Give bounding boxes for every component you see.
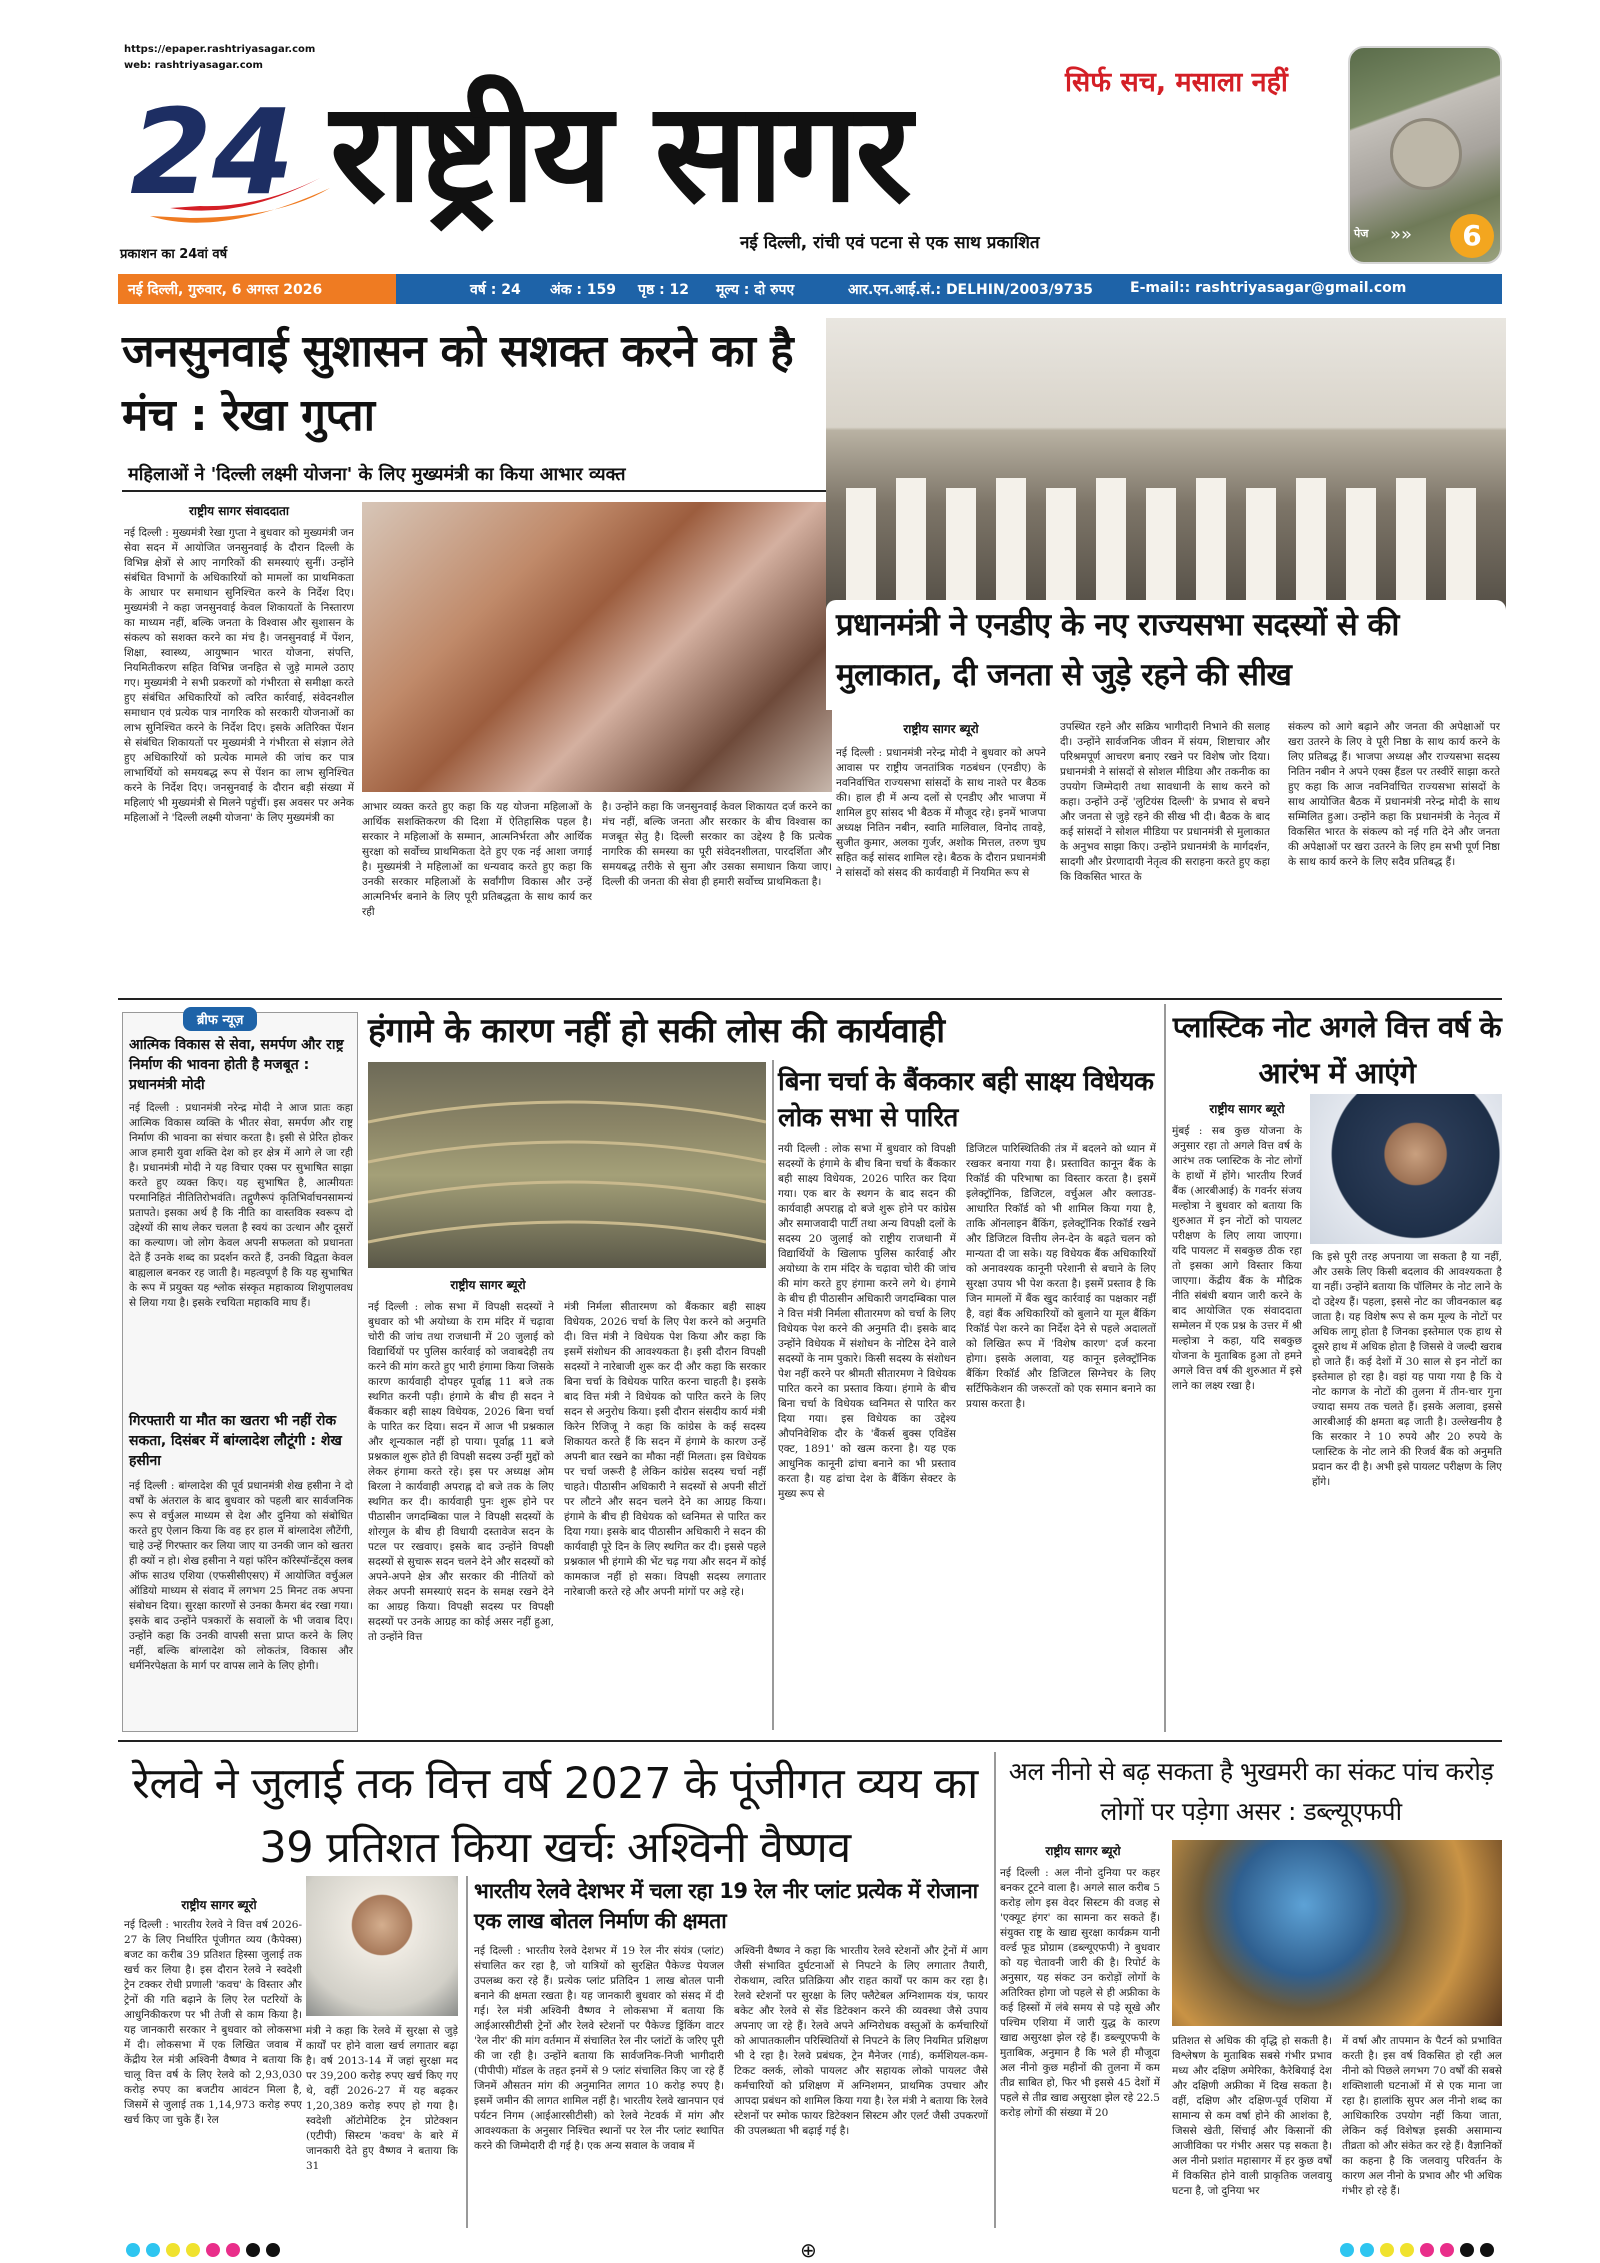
info-bar bbox=[118, 274, 1502, 304]
headline-el-nino: अल नीनो से बढ़ सकता है भुखमरी का संकट पांच करोड़ लोगों पर पड़ेगा असर : डब्ल्यूएफपी bbox=[1008, 1757, 1494, 1826]
article-text: है। उन्होंने कहा कि जनसुनवाई केवल शिकायत दर्ज करने का मंच नहीं, बल्कि जनता और सरकार के बीच विश्वास का मजबूत सेतु है। दिल्ली सरकार का उद्देश्य है कि प्रत्येक नागरिक की समस्या का पूरी संवेदनशीलता, पारदर्शिता और समयबद्ध तरीके से सुना और उसका समाधान किया जाए। दिल्ली की जनता की सेवा ही हमारी सर्वोच्च प्राथमिकता है। bbox=[602, 801, 832, 888]
byline: राष्ट्रीय सागर ब्यूरो bbox=[450, 1278, 526, 1292]
group-photo-figures bbox=[826, 318, 1506, 630]
subheadline-lakshmi-yojana: महिलाओं ने 'दिल्ली लक्ष्मी योजना' के लिए मुख्यमंत्री का किया आभार व्यक्त bbox=[128, 464, 626, 485]
headline-plastic-notes: प्लास्टिक नोट अगले वित्त वर्ष के आरंभ में आएंगे bbox=[1172, 1010, 1502, 1090]
issue-number: अंक : 159 bbox=[550, 282, 617, 298]
slogan: सिर्फ सच, मसाला नहीं bbox=[1065, 67, 1288, 98]
headline-rekha-gupta: जनसुनवाई सुशासन को सशक्त करने का है मंच : रेखा गुप्ता bbox=[122, 326, 794, 441]
rni-number: आर.एन.आई.सं.: DELHIN/2003/9735 bbox=[848, 282, 1093, 298]
article-text: नई दिल्ली : भारतीय रेलवे ने वित्त वर्ष 2026-27 के लिए निर्धारित पूंजीगत व्यय (कैपेक्स) बजट का करीब 39 प्रतिशत हिस्सा जुलाई तक खर्च कर लिया है। इस दौरान रेलवे ने स्वदेशी ट्रेन टक्कर रोधी प्रणाली 'कवच' के विस्तार और ट्रेनों की गति बढ़ाने के लिए रेल पटरियों के आधुनिकीकरण पर भी तेजी से काम किया है। यह जानकारी सरकार ने बुधवार को लोकसभा में दी। लोकसभा में एक लिखित जवाब में केंद्रीय रेल मंत्री अश्विनी वैष्णव ने बताया कि चालू वित्त वर्ष के लिए रेलवे को 2,93,030 करोड़ रुपए का बजटीय आवंटन मिला है, जिसमें से जुलाई तक 1,14,973 करोड़ रुपए खर्च किए जा चुके हैं। रेल bbox=[124, 1919, 302, 2126]
brief-headline-2: गिरफ्तारी या मौत का खतरा भी नहीं रोक सकता, दिसंबर में बांग्लादेश लौटूंगी : शेख हसीना bbox=[129, 1413, 342, 1469]
article-text: प्रतिशत से अधिक की वृद्धि हो सकती है। विश्लेषण के मुताबिक सबसे गंभीर प्रभाव मध्य और दक्षिण अमेरिका, कैरेबियाई देश और दक्षिणी अफ्रीका में दिख सकता है। वहीं, दक्षिण और दक्षिण-पूर्व एशिया में सामान्य से कम वर्षा होने की आशंका है, जिससे खेती, सिंचाई और किसानों की आजीविका पर गंभीर असर पड़ सकता है। अल नीनो प्रशांत महासागर में हर कुछ वर्षों में विकसित होने वाली प्राकृतिक जलवायु घटना है, जो दुनिया भर bbox=[1172, 2035, 1332, 2197]
article-text: मंत्री ने कहा कि रेलवे में सुरक्षा से जुड़े कार्यों पर होने वाला खर्च लगातार बढ़ा है। वर्ष 2013-14 में जहां सुरक्षा मद पर 39,200 करोड़ रुपए खर्च किए गए थे, वहीं 2026-27 में यह बढ़कर 1,20,389 करोड़ रुपए हो गया है। स्वदेशी ऑटोमेटिक ट्रेन प्रोटेक्शन (एटीपी) सिस्टम 'कवच' के बारे में जानकारी देते हुए वैष्णव ने बताया कि 31 bbox=[306, 2025, 458, 2172]
article-text: में वर्षा और तापमान के पैटर्न को प्रभावित करती है। इस वर्ष विकसित हो रही अल नीनो को पिछले लगभग 70 वर्षों की सबसे शक्तिशाली घटनाओं में से एक माना जा रहा है। हालांकि सुपर अल नीनो शब्द का आधिकारिक उपयोग नहीं किया जाता, लेकिन कई विशेषज्ञ इसकी असामान्य तीव्रता को और संकेत कर रहे हैं। वैज्ञानिकों का कहना है कि जलवायु परिवर्तन के कारण अल नीनो के प्रभाव और भी अधिक गंभीर हो रहे हैं। bbox=[1342, 2035, 1502, 2197]
byline: राष्ट्रीय सागर ब्यूरो bbox=[903, 722, 979, 736]
article-text: मंत्री निर्मला सीतारमण को बैंककार बही साक्ष्य विधेयक, 2026 चर्चा के लिए पेश करने को अनुमति दी। वित्त मंत्री ने विधेयक पेश किया और कहा कि इसमें संशोधन की आवश्यकता है। इसी दौरान विपक्षी सदस्यों ने नारेबाजी शुरू कर दी और कहा कि सरकार बिना चर्चा के विधेयक पारित करना चाहती है। इसके बाद वित्त मंत्री ने विधेयक को पारित करने के लिए सदन से अनुरोध किया। इसी दौरान संसदीय कार्य मंत्री किरेन रिजिजू ने कहा कि कांग्रेस के कई सदस्य शिकायत करते हैं कि सदन में हंगामे के कारण उन्हें अपनी बात रखने का मौका नहीं मिलता। इस विधेयक पर चर्चा जरूरी है लेकिन कांग्रेस सदस्य चर्चा नहीं चाहते। पीठासीन अधिकारी ने सदस्यों से अपनी सीटों पर लौटने और सदन चलने देने का आग्रह किया। हंगामे के बीच ही विधेयक को ध्वनिमत से पारित कर दिया गया। इसके बाद पीठासीन अधिकारी ने सदन की कार्यवाही पूरे दिन के लिए स्थगित कर दी। इससे पहले प्रश्नकाल भी हंगामे की भेंट चढ़ गया और सदन में कोई कामकाज नहीं हो सका। विपक्षी सदस्य लगातार नारेबाजी करते रहे और अपनी मांगों पर अड़े रहे। bbox=[564, 1301, 766, 1598]
price: मूल्य : दो रुपए bbox=[716, 282, 795, 298]
byline: राष्ट्रीय सागर ब्यूरो bbox=[1045, 1844, 1121, 1858]
article-text: नई दिल्ली : मुख्यमंत्री रेखा गुप्ता ने बुधवार को मुख्यमंत्री जन सेवा सदन में आयोजित जनसुनवाई के दौरान दिल्ली के विभिन्न क्षेत्रों से आए नागरिकों की समस्याएं सुनीं। उन्होंने संबंधित विभागों के अधिकारियों को मामलों का प्राथमिकता के आधार पर समाधान सुनिश्चित करने के निर्देश दिए। मुख्यमंत्री ने कहा जनसुनवाई केवल शिकायतों के निस्तारण का माध्यम नहीं, बल्कि जनता के विश्वास और सुशासन के संकल्प को सशक्त करने का मंच है। जनसुनवाई में पेंशन, शिक्षा, स्वास्थ्य, आयुष्मान भारत योजना, संपत्ति, नियमितीकरण सहित विभिन्न जनहित से जुड़े मामले उठाए गए। मुख्यमंत्री ने सभी प्रकरणों को गंभीरता से समीक्षा करते हुए संबंधित अधिकारियों को त्वरित कार्रवाई, संवेदनशील समाधान एवं प्रत्येक पात्र नागरिक को सरकारी योजनाओं का लाभ सुनिश्चित करने के निर्देश दिए। इसके अतिरिक्त पेंशन से संबंधित शिकायतों पर मुख्यमंत्री ने गंभीरता से संज्ञान लेते हुए अधिकारियों को प्रत्येक मामले की जांच कर पात्र लाभार्थियों को समयबद्ध रूप से पेंशन का लाभ सुनिश्चित करने के निर्देश दिए। जनसुनवाई के दौरान बड़ी संख्या में महिलाएं भी मुख्यमंत्री से मिलने पहुंचीं। इस अवसर पर अनेक महिलाओं ने 'दिल्ली लक्ष्मी योजना' के लिए मुख्यमंत्री का bbox=[124, 527, 354, 824]
arrow-icon: »» bbox=[1390, 224, 1413, 245]
publication-year-note: प्रकाशन का 24वां वर्ष bbox=[120, 247, 228, 262]
logo-number: 24 bbox=[130, 83, 295, 221]
photo-lok-sabha bbox=[368, 1062, 766, 1268]
email[interactable]: E-mail:: rashtriyasagar@gmail.com bbox=[1130, 280, 1407, 296]
divider bbox=[118, 998, 1502, 1000]
article-text: उपस्थित रहने और सक्रिय भागीदारी निभाने की सलाह दी। उन्होंने सार्वजनिक जीवन में संयम, शिष्टाचार और परिश्रमपूर्ण आचरण बनाए रखने पर विशेष जोर दिया। प्रधानमंत्री ने सांसदों से सोशल मीडिया और तकनीक का उपयोग जिम्मेदारी तथा सावधानी के साथ करने को कहा। उन्होंने उन्हें 'लुटियंस दिल्ली' के प्रभाव से बचने और जनता से जुड़े रहने की सीख भी दी। बैठक के बाद कई सांसदों ने सोशल मीडिया पर प्रधानमंत्री से मुलाकात के अनुभव साझा किए। उन्होंने प्रधानमंत्री के मार्गदर्शन, सादगी और प्रेरणादायी नेतृत्व की सराहना करते हुए कहा कि विकसित भारत के bbox=[1060, 721, 1270, 883]
page-number: 6 bbox=[1450, 214, 1494, 258]
parliament-benches bbox=[368, 1062, 766, 1268]
divider bbox=[118, 1740, 1502, 1742]
article-text: मुंबई : सब कुछ योजना के अनुसार रहा तो अगले वित्त वर्ष के आरंभ तक प्लास्टिक के नोट लोगों के हाथों में होंगे। भारतीय रिजर्व बैंक (आरबीआई) के गवर्नर संजय मल्होत्रा ने बुधवार को बताया कि शुरुआत में इन नोटों को पायलट परीक्षण के लिए लाया जाएगा। यदि पायलट में सबकुछ ठीक रहा तो इसका आगे विस्तार किया जाएगा। केंद्रीय बैंक के मौद्रिक नीति संबंधी बयान जारी करने के बाद आयोजित एक संवाददाता सम्मेलन में एक प्रश्न के उत्तर में श्री मल्होत्रा ने कहा, यदि सबकुछ योजना के मुताबिक हुआ तो हमने अगले वित्त वर्ष की शुरुआत में इसे लाने का लक्ष्य रखा है। bbox=[1172, 1125, 1302, 1392]
headline-lok-sabha-adjourned: हंगामे के कारण नहीं हो सकी लोस की कार्यवाही bbox=[368, 1011, 945, 1051]
article-text: नई दिल्ली : प्रधानमंत्री नरेन्द्र मोदी ने बुधवार को अपने आवास पर राष्ट्रीय जनतांत्रिक गठबंधन (एनडीए) के नवनिर्वाचित राज्यसभा सांसदों के साथ नाश्ते पर बैठक की। हाल ही में अन्य दलों से एनडीए और भाजपा में शामिल हुए सांसद भी बैठक में मौजूद रहे। इनमें भाजपा अध्यक्ष नितिन नबीन, स्वाति मालिवाल, विनोद तावड़े, सुजीत कुमार, अलका गुर्जर, अशोक मित्तल, तरुण चुघ सहित कई सांसद शामिल रहे। बैठक के दौरान प्रधानमंत्री ने सांसदों को संसद की कार्यवाही में नियमित रूप से bbox=[836, 747, 1046, 879]
article-text: आभार व्यक्त करते हुए कहा कि यह योजना महिलाओं के आर्थिक सशक्तिकरण की दिशा में ऐतिहासिक पहल है। सरकार ने महिलाओं के सम्मान, आत्मनिर्भरता और आर्थिक सुरक्षा को सर्वोच्च प्राथमिकता देते हुए एक नई आशा जगाई है। मुख्यमंत्री ने महिलाओं का धन्यवाद करते हुए कहा कि उनकी सरकार महिलाओं के सर्वांगीण विकास और उन्हें आत्मनिर्भर बनाने के लिए पूरी प्रतिबद्धता के साथ कार्य कर रही bbox=[362, 801, 592, 918]
issue-year: वर्ष : 24 bbox=[470, 282, 521, 298]
article-text: नई दिल्ली : अल नीनो दुनिया पर कहर बनकर टूटने वाला है। अगले साल करीब 5 करोड़ लोग इस वेदर सिस्टम की वजह से 'एक्यूट हंगर' का सामना कर सकते हैं। संयुक्त राष्ट्र के खाद्य सुरक्षा कार्यक्रम यानी वर्ल्ड फूड प्रोग्राम (डब्ल्यूएफपी) ने बुधवार को यह चेतावनी जारी की है। रिपोर्ट के अनुसार, यह संकट उन करोड़ों लोगों के अतिरिक्त होगा जो पहले से ही अफ्रीका के कई हिस्सों में लंबे समय से पड़े सूखे और पश्चिम एशिया में जारी युद्ध के कारण खाद्य असुरक्षा झेल रहे हैं। डब्ल्यूएफपी के मुताबिक, अनुमान है कि भले ही मौजूदा अल नीनो कुछ महीनों की तुलना में कम तीव्र साबित हो, फिर भी इससे 45 देशों में पहले से तीव्र खाद्य असुरक्षा झेल रहे 22.5 करोड़ लोगों की संख्या में 20 bbox=[1000, 1867, 1160, 2119]
photo-ashwini-vaishnaw bbox=[306, 1876, 458, 2016]
article-text: अश्विनी वैष्णव ने कहा कि भारतीय रेलवे स्टेशनों और ट्रेनों में आग जैसी संभावित दुर्घटनाओं से निपटने के लिए लगातार तैयारी, रोकथाम, त्वरित प्रतिक्रिया और राहत कार्यों पर काम कर रहा है। रेलवे स्टेशनों पर सुरक्षा के लिए फ्लैटेबल अग्निशामक यंत्र, फायर बकेट और रेलवे से सेंड डिटेक्शन करने की व्यवस्था जैसे उपाय अपनाए जा रहे हैं। रेलवे अपने अग्निरोधक वस्तुओं के कर्मचारियों को आपातकालीन परिस्थितियों से निपटने के लिए नियमित प्रशिक्षण भी दे रहा है। रेलवे प्रबंधक, ट्रेन मैनेजर (गार्ड), कर्मशियल-कम-टिकट क्लर्क, लोको पायलट और सहायक लोको पायलट जैसे कर्मचारियों को प्रशिक्षण में अग्निशमन, प्राथमिक उपचार और आपदा प्रबंधन को शामिल किया गया है। रेल मंत्री ने बताया कि रेलवे स्टेशनों पर स्मोक फायर डिटेक्शन सिस्टम और एलर्ट जैसी उपकरणों की उपलब्धता भी बढ़ाई गई है। bbox=[734, 1945, 988, 2137]
registration-dots-left bbox=[126, 2242, 286, 2261]
photo-rbi-governor bbox=[1310, 1094, 1502, 1244]
photo-women-jansunvai bbox=[362, 502, 832, 792]
issue-date: नई दिल्ली, गुरुवार, 6 अगस्त 2026 bbox=[128, 282, 323, 298]
article-text: नई दिल्ली : भारतीय रेलवे देशभर में 19 रेल नीर संयंत्र (प्लांट) संचालित कर रहा है, जो यात्रियों को सुरक्षित पैकेज्ड पेयजल उपलब्ध करा रहे हैं। प्रत्येक प्लांट प्रतिदिन 1 लाख बोतल पानी बनाने की क्षमता रखता है। यह जानकारी बुधवार को संसद में दी गई। रेल मंत्री अश्विनी वैष्णव ने लोकसभा में बताया कि आईआरसीटीसी ट्रेनों और रेलवे स्टेशनों पर पैकेज्ड ड्रिंकिंग वाटर 'रेल नीर' की मांग वर्तमान में संचालित रेल नीर प्लांटों के जरिए पूरी की जा रही है। उन्होंने बताया कि सार्वजनिक-निजी भागीदारी (पीपीपी) मॉडल के तहत इनमें से 9 प्लांट संचालित किए जा रहे हैं जिनमें औसतन मांग की अनुमानित लागत 10 करोड़ रुपए है। इसमें जमीन की लागत शामिल नहीं है। भारतीय रेलवे खानपान एवं पर्यटन निगम (आईआरसीटीसी) को रेलवे नेटवर्क में मांग और आवश्यकता के अनुसार निश्चित स्थानों पर रेल नीर प्लांट स्थापित करने की जिम्मेदारी दी गई है। एक अन्य सवाल के जवाब में bbox=[474, 1945, 724, 2152]
headline-railway-capex: रेलवे ने जुलाई तक वित्त वर्ष 2027 के पूंजीगत व्यय का 39 प्रतिशत किया खर्चः अश्विनी वैष्णव bbox=[132, 1759, 978, 1873]
brief-news-label: ब्रीफ न्यूज़ bbox=[183, 1007, 257, 1031]
headline-rail-neer: भारतीय रेलवे देशभर में चला रहा 19 रेल नीर प्लांट प्रत्येक में रोजाना एक लाख बोतल निर्माण की क्षमता bbox=[474, 1879, 978, 1933]
divider bbox=[122, 490, 832, 492]
article-text: कि इसे पूरी तरह अपनाया जा सकता है या नहीं, और उसके लिए किसी बदलाव की आवश्यकता है या नहीं। उन्होंने बताया कि पॉलिमर के नोट लाने के दो उद्देश्य हैं। पहला, इससे नोट का जीवनकाल बढ़ जाता है। यह विशेष रूप से कम मूल्य के नोटों पर अधिक लागू होता है जिनका इस्तेमाल एक हाथ से दूसरे हाथ में अधिक होता है जिससे वे जल्दी खराब हो जाते हैं। कई देशों में 30 साल से इन नोटों का इस्तेमाल हो रहा है। वहां यह पाया गया है कि ये नोट कागज के नोटों की तुलना में तीन-चार गुना ज्यादा समय तक चलते हैं। इसके अलावा, इससे आरबीआई की क्षमता बढ़ जाती है। उल्लेखनीय है कि सरकार ने 10 रुपये और 20 रुपये के प्लास्टिक के नोट लाने की रिजर्व बैंक को अनुमति प्रदान कर दी है। अभी इसे पायलट परीक्षण के लिए होंगे। bbox=[1312, 1251, 1502, 1488]
headline-pm-nda: प्रधानमंत्री ने एनडीए के नए राज्यसभा सदस्यों से की मुलाकात, दी जनता से जुड़े रहने की सीख bbox=[836, 607, 1399, 693]
page-count: पृष्ठ : 12 bbox=[638, 282, 690, 298]
article-text: संकल्प को आगे बढ़ाने और जनता की अपेक्षाओं पर खरा उतरने के लिए वे पूरी निष्ठा के साथ कार्य करने के लिए प्रतिबद्ध हैं। भाजपा अध्यक्ष और राज्यसभा सदस्य नितिन नबीन ने अपने एक्स हैंडल पर तस्वीरें साझा करते हुए कहा कि आज नवनिर्वाचित राज्यसभा सांसदों के साथ आयोजित बैठक में प्रधानमंत्री नरेन्द्र मोदी के साथ सम्मिलित हुआ। उन्होंने कहा कि प्रधानमंत्री के नेतृत्व में विकसित भारत के संकल्प को नई गति देने और जनता की अपेक्षाओं पर खरा उतरने के लिए हम सभी पूर्ण निष्ठा के साथ कार्य करने के लिए सदैव प्रतिबद्ध हैं। bbox=[1288, 721, 1500, 868]
byline: राष्ट्रीय सागर ब्यूरो bbox=[1209, 1102, 1285, 1116]
coin-icon bbox=[1390, 118, 1462, 190]
photo-pm-nda-members bbox=[826, 318, 1506, 630]
website-url[interactable]: web: rashtriyasagar.com bbox=[124, 60, 263, 71]
registration-dots-right bbox=[1340, 2242, 1500, 2261]
editions-line: नई दिल्ली, रांची एवं पटना से एक साथ प्रकाशित bbox=[740, 233, 1040, 253]
photo-el-nino-earth bbox=[1172, 1840, 1502, 2026]
article-text: नई दिल्ली : लोक सभा में विपक्षी सदस्यों ने बुधवार को भी अयोध्या के राम मंदिर में चढ़ावा चोरी की जांच तथा राजधानी में 20 जुलाई को विद्यार्थियों पर पुलिस कार्रवाई को जवाबदेही तय करने की मांग करते हुए भारी हंगामा किया जिसके कारण कार्यवाही दोपहर पूर्वाह्न 11 बजे तक स्थगित करनी पड़ी। हंगामे के बीच ही सदन ने बैंककार बही साक्ष्य विधेयक, 2026 बिना चर्चा के पारित कर दिया। सदन में आज भी प्रश्नकाल और शून्यकाल नहीं हो पाया। पूर्वाह्न 11 बजे प्रश्नकाल शुरू होते ही विपक्षी सदस्य उन्हीं मुद्दों को लेकर हंगामा करते रहे। इस पर अध्यक्ष ओम बिरला ने कार्यवाही अपराह्न दो बजे तक के लिए स्थगित कर दी। कार्यवाही पुनः शुरू होने पर पीठासीन जगदम्बिका पाल ने विपक्षी सदस्यों के शोरगुल के बीच ही विधायी दस्तावेज सदन के पटल पर रखवाए। इसके बाद उन्होंने विपक्षी सदस्यों से सुचारू सदन चलने देने और सदस्यों को अपने-अपने क्षेत्र और सरकार की नीतियों को लेकर अपनी समस्याएं सदन के समक्ष रखने देने का आग्रह किया। विपक्षी सदस्य पर विपक्षी सदस्यों पर उनके आग्रह का कोई असर नहीं हुआ, तो उन्होंने वित्त bbox=[368, 1301, 554, 1643]
brief-text-2: नई दिल्ली : बांग्लादेश की पूर्व प्रधानमंत्री शेख हसीना ने दो वर्षों के अंतराल के बाद बुधवार को पहली बार सार्वजनिक रूप से वर्चुअल माध्यम से देश और दुनिया को संबोधित करते हुए ऐलान किया कि वह हर हाल में बांग्लादेश लौटेंगी, चाहे उन्हें गिरफ्तार कर लिया जाए या उनकी जान को खतरा ही क्यों न हो। शेख हसीना ने यहां फॉरेन कॉरेस्पॉन्डेंट्स क्लब ऑफ साउथ एशिया (एफसीसीएसए) में आयोजित वर्चुअल ऑडियो माध्यम से संवाद में लगभग 25 मिनट तक अपना संबोधन दिया। सुरक्षा कारणों से उनका कैमरा बंद रखा गया। इसके बाद उन्होंने पत्रकारों के सवालों के भी जवाब दिए। उन्होंने कहा कि उनकी वापसी सत्ता प्राप्त करने के लिए नहीं, बल्कि बांग्लादेश को लोकतंत्र, विकास और धर्मनिरपेक्षता के मार्ग पर वापस लाने के लिए होगी। bbox=[129, 1480, 353, 1672]
epaper-url[interactable]: https://epaper.rashtriyasagar.com bbox=[124, 44, 316, 55]
article-text: डिजिटल पारिस्थितिकी तंत्र में बदलने को ध्यान में रखकर बनाया गया है। प्रस्तावित कानून बैंक के रिकॉर्ड की परिभाषा का विस्तार करता है। इसमें इलेक्ट्रॉनिक, डिजिटल, वर्चुअल और क्लाउड-आधारित रिकॉर्ड को भी शामिल किया गया है, ताकि ऑनलाइन बैंकिंग, इलेक्ट्रॉनिक रिकॉर्ड रखने और डिजिटल वित्तीय लेन-देन के बढ़ते चलन को मान्यता दी जा सके। यह विधेयक बैंक अधिकारियों को अनावश्यक कानूनी परेशानी से बचाने के लिए सुरक्षा उपाय भी पेश करता है। इसमें प्रस्ताव है कि जिन मामलों में बैंक खुद कार्रवाई का पक्षकार नहीं है, वहां बैंक अधिकारियों को बुलाने या मूल बैंकिंग रिकॉर्ड पेश करने का निर्देश देने से पहले अदालतों को लिखित रूप में 'विशेष कारण' दर्ज करना होगा। इसके अलावा, यह कानून इलेक्ट्रॉनिक बैंकिंग रिकॉर्ड और डिजिटल सिग्नेचर के लिए सर्टिफिकेशन की जरूरतों को एक समान बनाने का प्रयास करता है। bbox=[966, 1143, 1156, 1410]
page-label: पेज bbox=[1354, 227, 1369, 240]
logo-24 bbox=[130, 83, 340, 238]
brief-news-box bbox=[122, 1012, 358, 1732]
byline: राष्ट्रीय सागर ब्यूरो bbox=[181, 1898, 257, 1912]
article-text: नयी दिल्ली : लोक सभा में बुधवार को विपक्षी सदस्यों के हंगामे के बीच बिना चर्चा के बैंककार बही साक्ष्य विधेयक, 2026 पारित कर दिया गया। एक बार के स्थगन के बाद सदन की कार्यवाही अपराह्न दो बजे शुरू होने पर कांग्रेस और समाजवादी पार्टी तथा अन्य विपक्षी दलों के सदस्य 20 जुलाई को राष्ट्रीय राजधानी में विद्यार्थियों के खिलाफ पुलिस कार्रवाई और अयोध्या के राम मंदिर के चढ़ावा चोरी की जांच की मांग करते हुए हंगामा करने लगे थे। हंगामे के बीच ही पीठासीन अधिकारी जगदम्बिका पाल ने वित्त मंत्री निर्मला सीतारमण को चर्चा के लिए विधेयक पेश करने की अनुमति दी। इसके बाद उन्होंने विधेयक में संशोधन के नोटिस देने वाले सदस्यों के नाम पुकारे। किसी सदस्य के संशोधन पेश नहीं करने पर श्रीमती सीतारमण ने विधेयक पारित करने का प्रस्ताव किया। हंगामे के बीच बिना चर्चा के विधेयक ध्वनिमत से पारित कर दिया गया। इस विधेयक का उद्देश्य औपनिवेशिक दौर के 'बैंकर्स बुक्स एविडेंस एक्ट, 1891' को खत्म करना है। यह एक आधुनिक कानूनी ढांचा बनाने का भी प्रस्ताव करता है। यह ढांचा देश के बैंकिंग सेक्टर के मुख्य रूप से bbox=[778, 1143, 956, 1500]
brief-text-1: नई दिल्ली : प्रधानमंत्री नरेन्द्र मोदी ने आज प्रातः कहा आत्मिक विकास व्यक्ति के भीतर सेवा, समर्पण और राष्ट्र निर्माण की भावना का संचार करता है। इसी से प्रेरित होकर आज हमारी युवा शक्ति देश को हर क्षेत्र में आगे ले जा रही है। प्रधानमंत्री मोदी ने यह विचार एक्स पर सुभाषित साझा करते हुए व्यक्त किए। यह सुभाषित है, आत्मीयतः परमानिहितं नीतितिरोभवंति। तद्गुणैरूपं कृतिभिर्वाचनसामन्यं प्रतापते। इसका अर्थ है कि नीति का वास्तविक स्वरूप दो उद्देश्यों की साथ लेकर चलता है स्वयं का उत्थान और दूसरों का कल्याण। जो लोग केवल अपनी सफलता को प्रधानता देते हैं उनके शब्द का प्रदर्शन करते हैं, उनकी विद्वता केवल बाह्यलाल बनकर रह जाती है। महत्वपूर्ण है कि यह सुभाषित के रूप में प्रयुक्त यह श्लोक संस्कृत महाकाव्य शिशुपालवध से लिया गया है। इसके रचयिता महाकवि माघ हैं। bbox=[129, 1102, 353, 1309]
headline-bankers-book-bill: बिना चर्चा के बैंककार बही साक्ष्य विधेयक लोक सभा से पारित bbox=[778, 1067, 1154, 1133]
brief-headline-1: आत्मिक विकास से सेवा, समर्पण और राष्ट्र निर्माण की भावना होती है मजबूत : प्रधानमंत्री मोदी bbox=[129, 1037, 344, 1093]
crosshair-icon: ⊕ bbox=[800, 2238, 817, 2262]
newspaper-title: राष्ट्रीय सागर bbox=[330, 72, 909, 233]
byline: राष्ट्रीय सागर संवाददाता bbox=[188, 504, 290, 518]
masthead-page-image bbox=[1348, 46, 1502, 264]
